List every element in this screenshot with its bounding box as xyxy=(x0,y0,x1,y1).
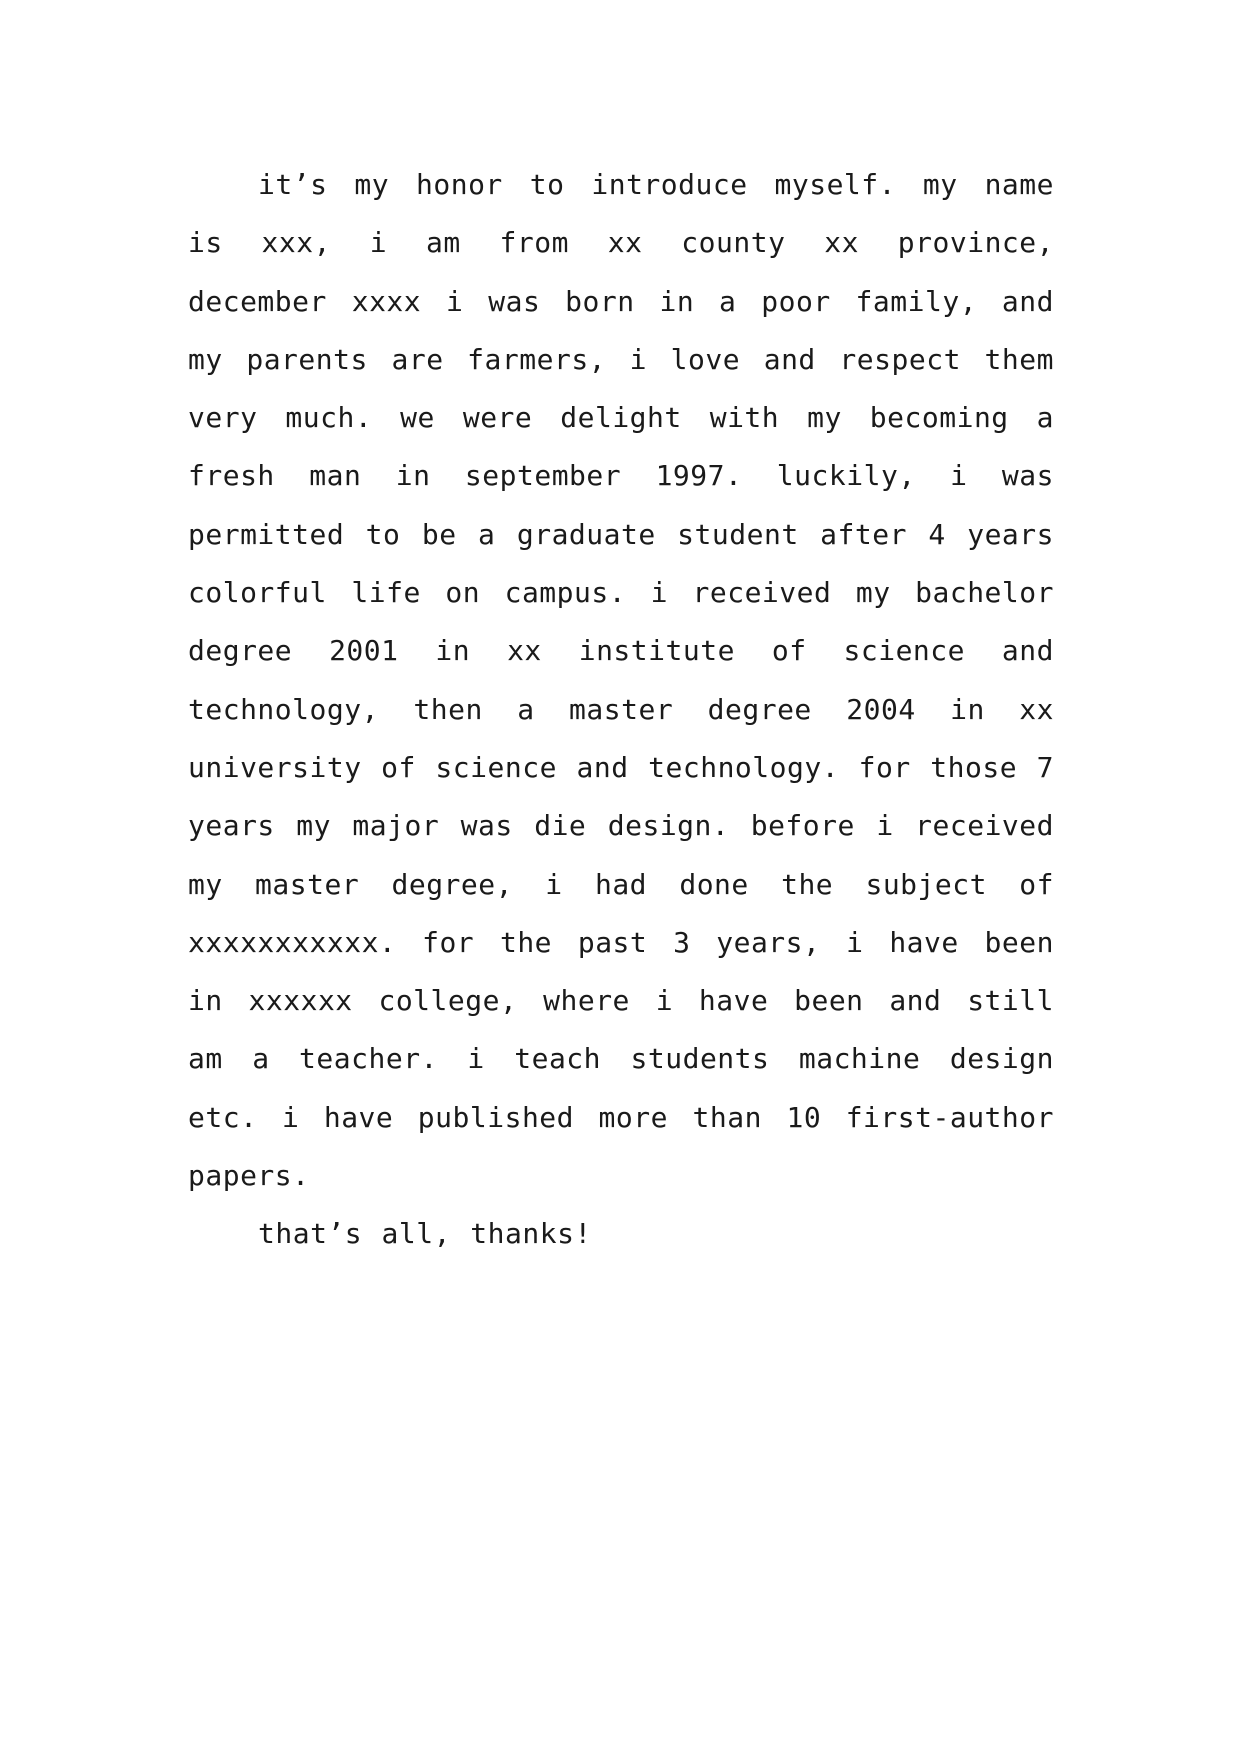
self-introduction-paragraph: it’s my honor to introduce myself. my name is xxx, i am from xx county xx province, december xxxx i was born in a poor family, and my parents are farmers, i love and respect them very much. we were delight with my becoming a fresh man in september 1997. luckily, i was permitted to be a graduate student after 4 years colorful life on campus. i received my bachelor degree 2001 in xx institute of science and technology, then a master degree 2004 in xx university of science and technology. for those 7 years my major was die design. before i received my master degree, i had done the subject of xxxxxxxxxxx. for the past 3 years, i have been in xxxxxx college, where i have been and still am a teacher. i teach students machine design etc. i have published more than 10 first-author papers. xyxy=(188,168,1054,1193)
closing-paragraph: that’s all, thanks! xyxy=(258,1217,592,1251)
document-body xyxy=(188,156,1054,1264)
